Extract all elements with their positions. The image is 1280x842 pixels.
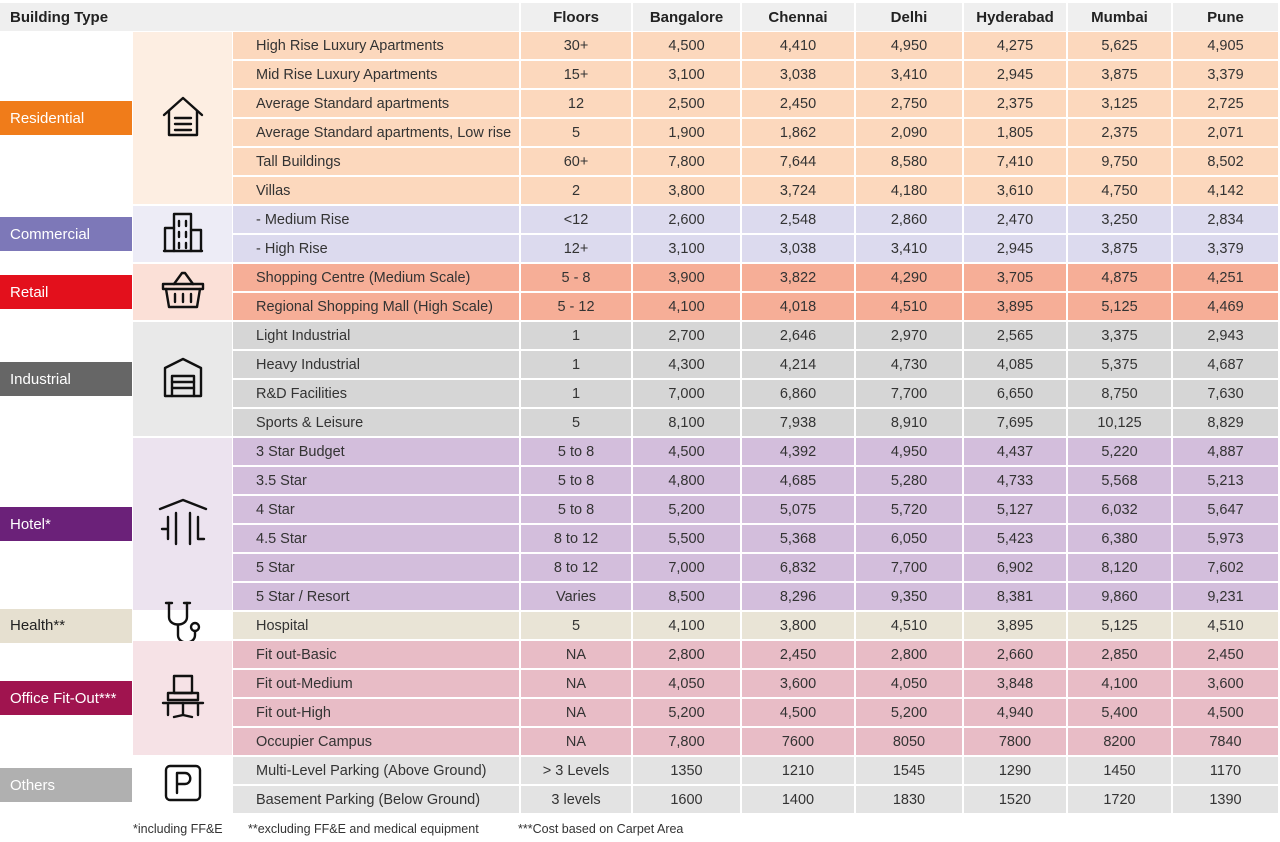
cell-chennai: 3,724: [742, 177, 854, 204]
cell-delhi: 9,350: [856, 583, 962, 610]
cell-delhi: 3,410: [856, 61, 962, 88]
cell-bangalore: 2,600: [633, 206, 740, 233]
category-label: Office Fit-Out***: [0, 681, 132, 715]
cell-bangalore: 3,800: [633, 177, 740, 204]
cell-pune: 5,973: [1173, 525, 1278, 552]
cell-floors: 1: [521, 322, 631, 349]
cell-chennai: 3,600: [742, 670, 854, 697]
cell-hyderabad: 4,437: [964, 438, 1066, 465]
parking-icon: [163, 763, 203, 808]
cell-bangalore: 3,100: [633, 61, 740, 88]
cell-mumbai: 1450: [1068, 757, 1171, 784]
cell-mumbai: 9,750: [1068, 148, 1171, 175]
table-row: [233, 496, 1278, 523]
cell-hyderabad: 6,650: [964, 380, 1066, 407]
cell-mumbai: 5,375: [1068, 351, 1171, 378]
cell-chennai: 7,938: [742, 409, 854, 436]
building-name-cell: Average Standard apartments, Low rise: [233, 119, 519, 146]
table-row: [233, 380, 1278, 407]
table-row: [233, 641, 1278, 668]
cell-pune: 9,231: [1173, 583, 1278, 610]
cell-mumbai: 4,875: [1068, 264, 1171, 291]
cell-pune: 4,469: [1173, 293, 1278, 320]
cell-chennai: 2,646: [742, 322, 854, 349]
table-row: [233, 322, 1278, 349]
cell-hyderabad: 5,127: [964, 496, 1066, 523]
cell-bangalore: 8,500: [633, 583, 740, 610]
building-name-cell: R&D Facilities: [233, 380, 519, 407]
cell-floors: 15+: [521, 61, 631, 88]
group-icon-panel: [133, 32, 232, 204]
cell-pune: 1170: [1173, 757, 1278, 784]
table-row: [233, 235, 1278, 262]
cell-delhi: 2,800: [856, 641, 962, 668]
cell-delhi: 2,090: [856, 119, 962, 146]
header-chennai: Chennai: [742, 3, 854, 31]
cell-bangalore: 5,500: [633, 525, 740, 552]
cell-floors: 5 - 8: [521, 264, 631, 291]
cell-mumbai: 3,375: [1068, 322, 1171, 349]
cell-mumbai: 4,100: [1068, 670, 1171, 697]
cell-delhi: 2,750: [856, 90, 962, 117]
category-label: Health**: [0, 609, 132, 643]
table-row: [233, 699, 1278, 726]
building-name-cell: - High Rise: [233, 235, 519, 262]
cell-mumbai: 3,250: [1068, 206, 1171, 233]
cell-hyderabad: 3,610: [964, 177, 1066, 204]
table-row: [233, 61, 1278, 88]
hotel-icon: [157, 497, 209, 552]
cell-bangalore: 5,200: [633, 496, 740, 523]
cell-bangalore: 7,800: [633, 148, 740, 175]
cell-pune: 2,450: [1173, 641, 1278, 668]
building-name-cell: Sports & Leisure: [233, 409, 519, 436]
cell-mumbai: 9,860: [1068, 583, 1171, 610]
cell-delhi: 4,290: [856, 264, 962, 291]
category-label: Residential: [0, 101, 132, 135]
building-name-cell: Fit out-Basic: [233, 641, 519, 668]
cell-bangalore: 8,100: [633, 409, 740, 436]
office-tower-icon: [161, 210, 205, 259]
cell-pune: 3,379: [1173, 235, 1278, 262]
cell-floors: NA: [521, 641, 631, 668]
table-row: [233, 264, 1278, 291]
building-name-cell: Light Industrial: [233, 322, 519, 349]
cell-pune: 7,602: [1173, 554, 1278, 581]
cell-hyderabad: 1290: [964, 757, 1066, 784]
header-mumbai: Mumbai: [1068, 3, 1171, 31]
table-row: [233, 525, 1278, 552]
building-name-cell: Heavy Industrial: [233, 351, 519, 378]
cell-hyderabad: 3,895: [964, 293, 1066, 320]
footnote-ffe: *including FF&E: [133, 822, 223, 836]
cell-chennai: 3,822: [742, 264, 854, 291]
table-row: [233, 786, 1278, 813]
cell-pune: 5,647: [1173, 496, 1278, 523]
cell-pune: 7,630: [1173, 380, 1278, 407]
table-row: [233, 467, 1278, 494]
cell-mumbai: 2,375: [1068, 119, 1171, 146]
cell-hyderabad: 7,695: [964, 409, 1066, 436]
building-name-cell: Basement Parking (Below Ground): [233, 786, 519, 813]
cell-mumbai: 6,380: [1068, 525, 1171, 552]
cell-chennai: 5,075: [742, 496, 854, 523]
cell-chennai: 4,410: [742, 32, 854, 59]
cell-bangalore: 4,800: [633, 467, 740, 494]
cell-floors: 5 - 12: [521, 293, 631, 320]
table-row: [233, 670, 1278, 697]
cell-delhi: 3,410: [856, 235, 962, 262]
cell-floors: > 3 Levels: [521, 757, 631, 784]
cell-delhi: 1545: [856, 757, 962, 784]
cell-mumbai: 5,400: [1068, 699, 1171, 726]
cell-bangalore: 7,000: [633, 554, 740, 581]
cell-hyderabad: 2,470: [964, 206, 1066, 233]
cell-delhi: 2,970: [856, 322, 962, 349]
cell-pune: 2,834: [1173, 206, 1278, 233]
cell-floors: 30+: [521, 32, 631, 59]
cell-pune: 2,725: [1173, 90, 1278, 117]
cell-bangalore: 4,050: [633, 670, 740, 697]
cell-floors: 12+: [521, 235, 631, 262]
cell-chennai: 2,450: [742, 641, 854, 668]
cell-pune: 4,500: [1173, 699, 1278, 726]
group-icon-panel: [133, 641, 232, 755]
building-name-cell: - Medium Rise: [233, 206, 519, 233]
cell-hyderabad: 3,895: [964, 612, 1066, 639]
cell-pune: 4,905: [1173, 32, 1278, 59]
cell-floors: 1: [521, 380, 631, 407]
building-name-cell: 4 Star: [233, 496, 519, 523]
table-row: [233, 293, 1278, 320]
cell-delhi: 2,860: [856, 206, 962, 233]
cell-delhi: 4,730: [856, 351, 962, 378]
cell-bangalore: 4,500: [633, 438, 740, 465]
table-row: [233, 351, 1278, 378]
cell-floors: 2: [521, 177, 631, 204]
building-name-cell: High Rise Luxury Apartments: [233, 32, 519, 59]
cell-pune: 1390: [1173, 786, 1278, 813]
cell-hyderabad: 4,085: [964, 351, 1066, 378]
cell-delhi: 7,700: [856, 554, 962, 581]
table-row: [233, 32, 1278, 59]
cell-mumbai: 8200: [1068, 728, 1171, 755]
cell-chennai: 1210: [742, 757, 854, 784]
cell-chennai: 8,296: [742, 583, 854, 610]
cell-hyderabad: 2,660: [964, 641, 1066, 668]
cell-bangalore: 2,700: [633, 322, 740, 349]
cell-chennai: 4,018: [742, 293, 854, 320]
table-row: [233, 90, 1278, 117]
cell-floors: 5 to 8: [521, 496, 631, 523]
cell-chennai: 2,450: [742, 90, 854, 117]
cell-chennai: 1400: [742, 786, 854, 813]
cell-hyderabad: 2,945: [964, 61, 1066, 88]
cell-pune: 4,687: [1173, 351, 1278, 378]
building-name-cell: Tall Buildings: [233, 148, 519, 175]
cell-chennai: 3,800: [742, 612, 854, 639]
building-name-cell: Hospital: [233, 612, 519, 639]
building-name-cell: Regional Shopping Mall (High Scale): [233, 293, 519, 320]
footnote-medical: **excluding FF&E and medical equipment: [248, 822, 479, 836]
category-label: Others: [0, 768, 132, 802]
cell-delhi: 8,580: [856, 148, 962, 175]
table-row: [233, 409, 1278, 436]
cell-pune: 4,142: [1173, 177, 1278, 204]
cell-floors: 5 to 8: [521, 467, 631, 494]
table-row: [233, 177, 1278, 204]
building-name-cell: 5 Star: [233, 554, 519, 581]
cell-mumbai: 1720: [1068, 786, 1171, 813]
building-name-cell: Multi-Level Parking (Above Ground): [233, 757, 519, 784]
table-row: [233, 728, 1278, 755]
cell-mumbai: 6,032: [1068, 496, 1171, 523]
cell-mumbai: 2,850: [1068, 641, 1171, 668]
cell-floors: NA: [521, 670, 631, 697]
cell-mumbai: 3,875: [1068, 235, 1171, 262]
cell-pune: 3,379: [1173, 61, 1278, 88]
building-name-cell: 5 Star / Resort: [233, 583, 519, 610]
building-name-cell: Mid Rise Luxury Apartments: [233, 61, 519, 88]
category-label: Industrial: [0, 362, 132, 396]
cell-mumbai: 5,568: [1068, 467, 1171, 494]
table-row: [233, 612, 1278, 639]
cell-bangalore: 1600: [633, 786, 740, 813]
shopping-basket-icon: [160, 270, 206, 315]
cell-delhi: 1830: [856, 786, 962, 813]
table-row: [233, 119, 1278, 146]
cell-bangalore: 4,500: [633, 32, 740, 59]
table-row: [233, 438, 1278, 465]
building-name-cell: Shopping Centre (Medium Scale): [233, 264, 519, 291]
cell-chennai: 2,548: [742, 206, 854, 233]
cell-mumbai: 8,750: [1068, 380, 1171, 407]
warehouse-icon: [161, 355, 205, 404]
cell-mumbai: 5,125: [1068, 293, 1171, 320]
cell-hyderabad: 6,902: [964, 554, 1066, 581]
cell-mumbai: 5,625: [1068, 32, 1171, 59]
building-name-cell: Fit out-Medium: [233, 670, 519, 697]
header-delhi: Delhi: [856, 3, 962, 31]
cell-pune: 8,502: [1173, 148, 1278, 175]
cell-delhi: 5,280: [856, 467, 962, 494]
cell-mumbai: 3,875: [1068, 61, 1171, 88]
group-icon-panel: [133, 206, 232, 262]
cell-floors: 8 to 12: [521, 554, 631, 581]
cell-hyderabad: 1520: [964, 786, 1066, 813]
cell-floors: 60+: [521, 148, 631, 175]
building-name-cell: 3 Star Budget: [233, 438, 519, 465]
group-icon-panel: [133, 612, 232, 639]
cell-bangalore: 1350: [633, 757, 740, 784]
building-name-cell: 3.5 Star: [233, 467, 519, 494]
cell-floors: 12: [521, 90, 631, 117]
cell-hyderabad: 2,945: [964, 235, 1066, 262]
cell-floors: 5: [521, 119, 631, 146]
category-label: Retail: [0, 275, 132, 309]
table-row: [233, 583, 1278, 610]
cell-floors: 1: [521, 351, 631, 378]
footnote-carpet-area: ***Cost based on Carpet Area: [518, 822, 684, 836]
group-icon-panel: [133, 322, 232, 436]
cell-mumbai: 8,120: [1068, 554, 1171, 581]
table-row: [233, 206, 1278, 233]
cell-bangalore: 7,000: [633, 380, 740, 407]
cell-delhi: 4,950: [856, 438, 962, 465]
cell-bangalore: 4,100: [633, 612, 740, 639]
cell-pune: 2,071: [1173, 119, 1278, 146]
cell-delhi: 5,200: [856, 699, 962, 726]
cell-chennai: 3,038: [742, 235, 854, 262]
category-label: Commercial: [0, 217, 132, 251]
header-building-type: Building Type: [0, 3, 519, 31]
cell-floors: <12: [521, 206, 631, 233]
cell-bangalore: 2,500: [633, 90, 740, 117]
cell-chennai: 4,500: [742, 699, 854, 726]
cell-delhi: 4,180: [856, 177, 962, 204]
cell-bangalore: 5,200: [633, 699, 740, 726]
cell-hyderabad: 7,410: [964, 148, 1066, 175]
building-name-cell: Fit out-High: [233, 699, 519, 726]
cell-mumbai: 5,125: [1068, 612, 1171, 639]
cell-bangalore: 1,900: [633, 119, 740, 146]
cell-bangalore: 3,900: [633, 264, 740, 291]
cell-mumbai: 3,125: [1068, 90, 1171, 117]
cell-delhi: 4,050: [856, 670, 962, 697]
cell-floors: 5: [521, 612, 631, 639]
cell-pune: 4,251: [1173, 264, 1278, 291]
cell-hyderabad: 4,275: [964, 32, 1066, 59]
cell-bangalore: 4,300: [633, 351, 740, 378]
cell-hyderabad: 5,423: [964, 525, 1066, 552]
header-hyderabad: Hyderabad: [964, 3, 1066, 31]
cell-delhi: 8050: [856, 728, 962, 755]
office-desk-icon: [160, 671, 206, 726]
cell-chennai: 3,038: [742, 61, 854, 88]
header-pune: Pune: [1173, 3, 1278, 31]
cell-mumbai: 10,125: [1068, 409, 1171, 436]
cell-mumbai: 5,220: [1068, 438, 1171, 465]
cell-floors: 3 levels: [521, 786, 631, 813]
cell-floors: 5: [521, 409, 631, 436]
cell-hyderabad: 1,805: [964, 119, 1066, 146]
cell-delhi: 8,910: [856, 409, 962, 436]
cell-chennai: 4,392: [742, 438, 854, 465]
cell-floors: 8 to 12: [521, 525, 631, 552]
cell-pune: 8,829: [1173, 409, 1278, 436]
cell-delhi: 7,700: [856, 380, 962, 407]
cell-pune: 2,943: [1173, 322, 1278, 349]
cell-pune: 7840: [1173, 728, 1278, 755]
group-icon-panel: [133, 757, 232, 813]
cell-bangalore: 4,100: [633, 293, 740, 320]
cell-delhi: 4,510: [856, 293, 962, 320]
cell-delhi: 4,510: [856, 612, 962, 639]
cell-bangalore: 7,800: [633, 728, 740, 755]
cell-mumbai: 4,750: [1068, 177, 1171, 204]
cell-pune: 3,600: [1173, 670, 1278, 697]
cell-delhi: 6,050: [856, 525, 962, 552]
cell-chennai: 6,860: [742, 380, 854, 407]
category-label: Hotel*: [0, 507, 132, 541]
cell-pune: 5,213: [1173, 467, 1278, 494]
cell-floors: 5 to 8: [521, 438, 631, 465]
cell-hyderabad: 8,381: [964, 583, 1066, 610]
cell-chennai: 4,685: [742, 467, 854, 494]
building-name-cell: 4.5 Star: [233, 525, 519, 552]
residential-building-icon: [160, 93, 206, 144]
cell-delhi: 4,950: [856, 32, 962, 59]
cell-bangalore: 3,100: [633, 235, 740, 262]
building-name-cell: Villas: [233, 177, 519, 204]
header-floors: Floors: [521, 3, 631, 31]
cell-chennai: 7,644: [742, 148, 854, 175]
cell-hyderabad: 2,565: [964, 322, 1066, 349]
cell-hyderabad: 7800: [964, 728, 1066, 755]
cell-delhi: 5,720: [856, 496, 962, 523]
building-name-cell: Average Standard apartments: [233, 90, 519, 117]
cell-floors: NA: [521, 699, 631, 726]
group-icon-panel: [133, 438, 232, 610]
cell-hyderabad: 4,733: [964, 467, 1066, 494]
cell-chennai: 7600: [742, 728, 854, 755]
cell-hyderabad: 3,705: [964, 264, 1066, 291]
cell-pune: 4,887: [1173, 438, 1278, 465]
cell-bangalore: 2,800: [633, 641, 740, 668]
cell-hyderabad: 2,375: [964, 90, 1066, 117]
cell-hyderabad: 4,940: [964, 699, 1066, 726]
cell-hyderabad: 3,848: [964, 670, 1066, 697]
group-icon-panel: [133, 264, 232, 320]
cell-chennai: 5,368: [742, 525, 854, 552]
cell-chennai: 4,214: [742, 351, 854, 378]
cell-pune: 4,510: [1173, 612, 1278, 639]
header-bangalore: Bangalore: [633, 3, 740, 31]
table-row: [233, 148, 1278, 175]
table-row: [233, 554, 1278, 581]
table-row: [233, 757, 1278, 784]
cell-chennai: 6,832: [742, 554, 854, 581]
building-name-cell: Occupier Campus: [233, 728, 519, 755]
cell-chennai: 1,862: [742, 119, 854, 146]
cell-floors: NA: [521, 728, 631, 755]
cell-floors: Varies: [521, 583, 631, 610]
